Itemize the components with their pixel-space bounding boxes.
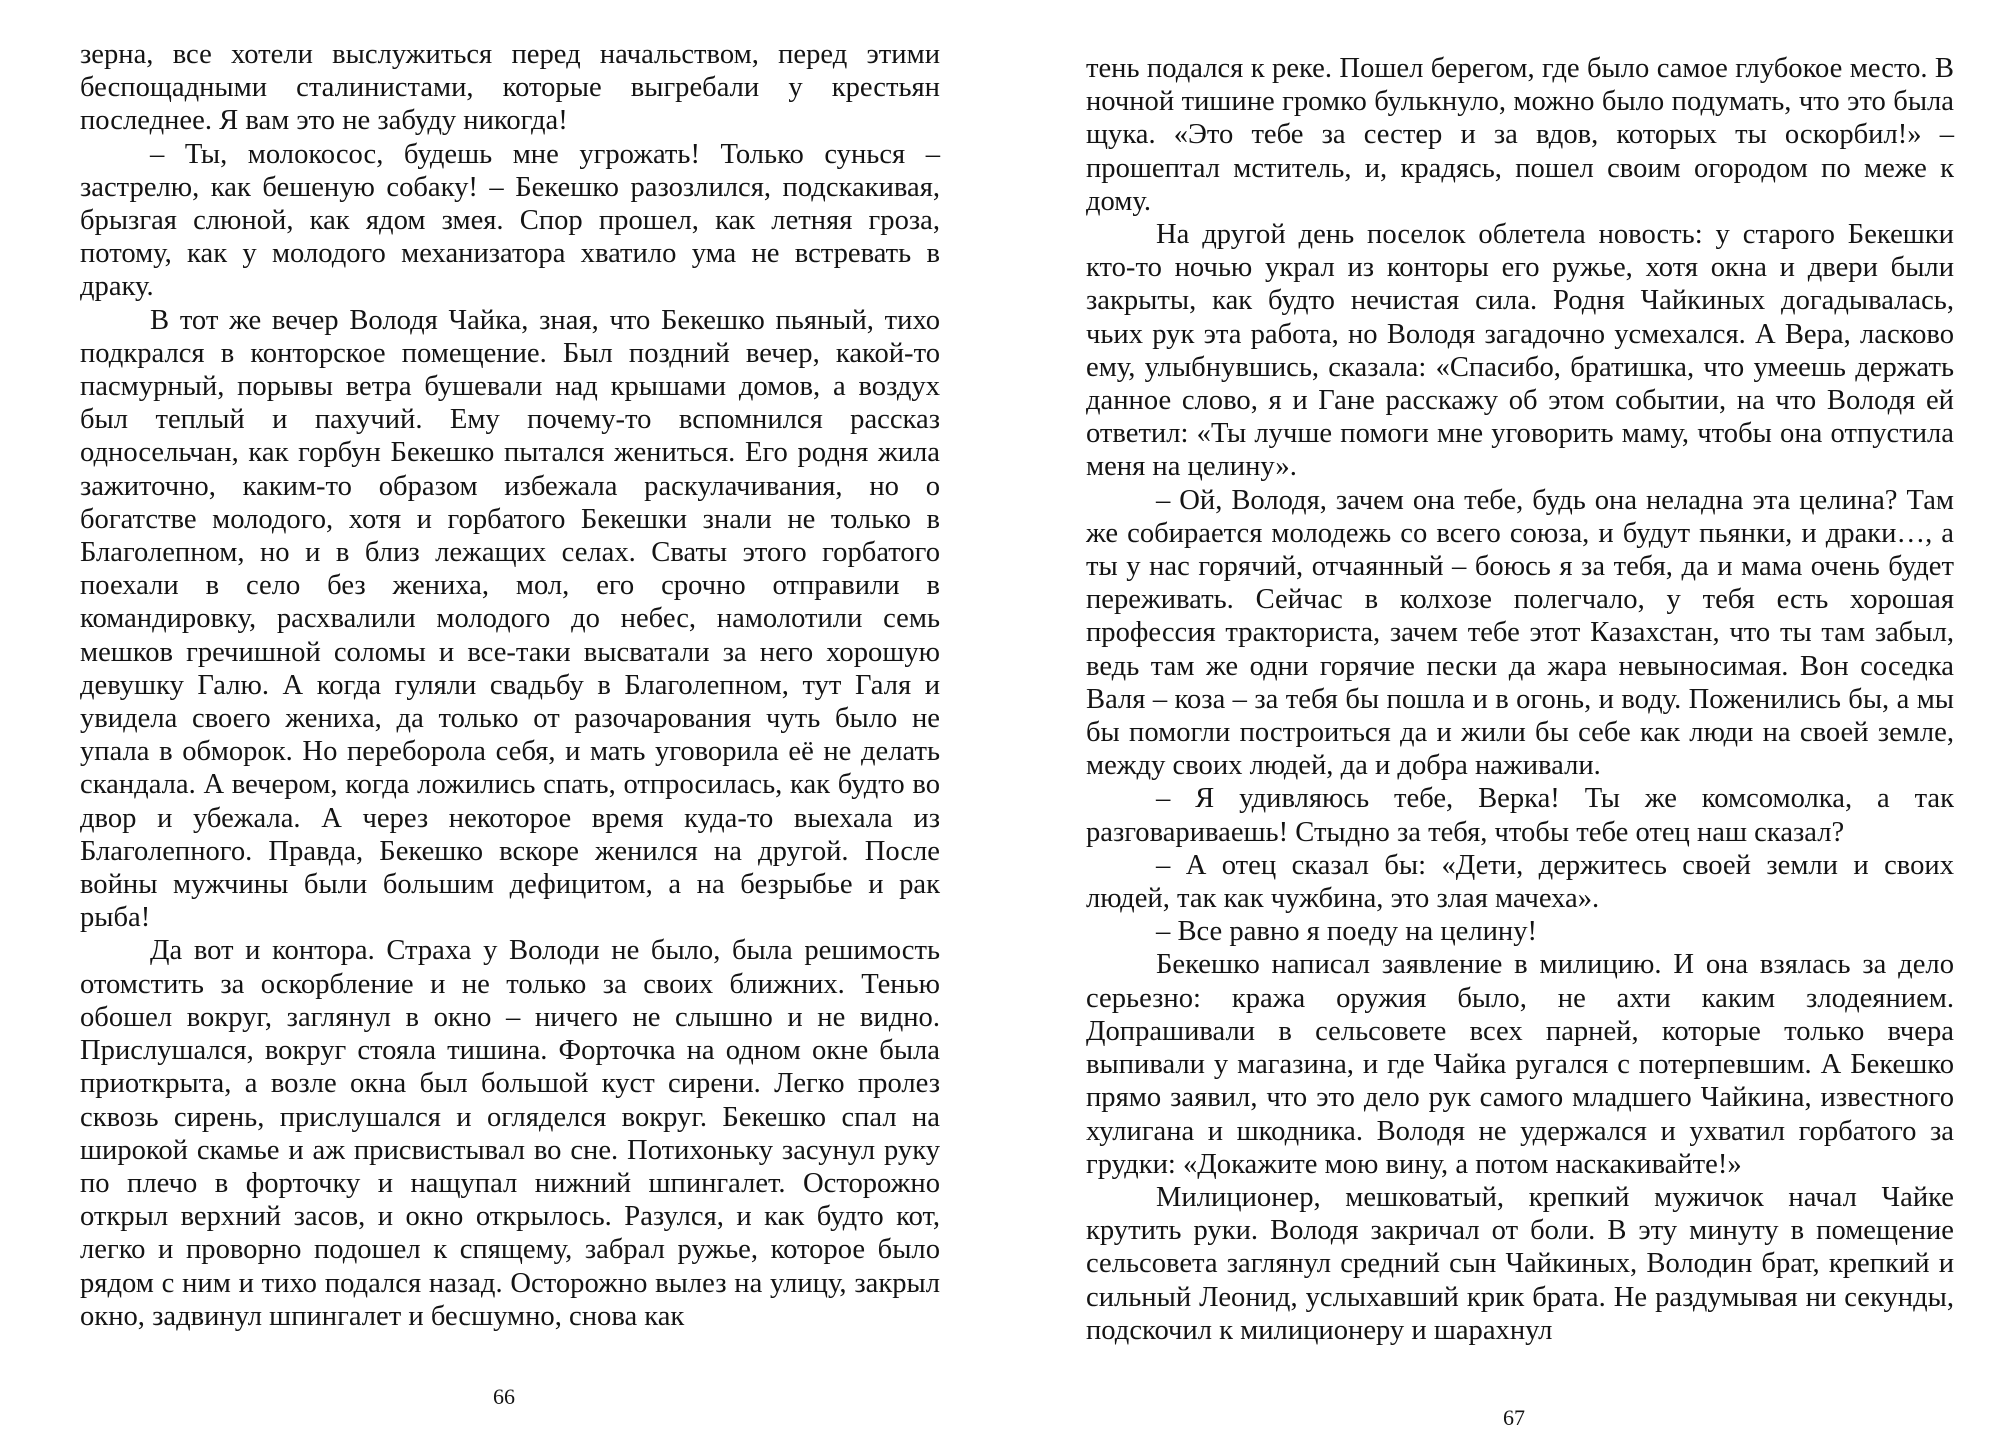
paragraph: Милиционер, мешковатый, крепкий мужичок начал Чайке крутить руки. Володя закричал от боли. В эту минуту в помещение сельсовета заглянул средний сын Чайкиных, Володин брат, крепкий и сильный Леонид, услыхавший крик брата. Не раздумывая ни секунды, подскочил к милиционеру и шарахнул (1086, 1181, 1954, 1346)
page-number: 67 (1503, 1405, 1525, 1430)
paragraph: – Все равно я поеду на целину! (1156, 916, 1538, 948)
paragraph: зерна, все хотели выслужиться перед начальством, перед этими беспощадными сталинистами, которые выгребали у крестьян последнее. Я вам это не забуду никогда! (80, 39, 940, 137)
paragraph: На другой день поселок облетела новость: у старого Бекешки кто-то ночью украл из конторы его ружье, хотя окна и двери были закрыты, как будто нечистая сила. Родня Чайкиных догадывалась, чьих рук эта работа, но Володя загадочно усмехался. А Вера, ласково ему, улыбнувшись, сказала: «Спасибо, братишка, что умеешь держать данное слово, я и Гане расскажу об этом событии, на что Володя ей ответил: «Ты лучше помоги мне уговорить маму, чтобы она отпустила меня на целину». (1086, 219, 1954, 483)
right-page (1000, 0, 2000, 1440)
paragraph: Да вот и контора. Страха у Володи не было, была решимость отомстить за оскорбление и не только за своих ближних. Тенью обошел вокруг, заглянул в окно – ничего не слышно и не видно. Прислушался, вокруг стояла тишина. Форточка на одном окне была приоткрыта, а возле окна был большой куст сирени. Легко пролез сквозь сирень, прислушался и огляделся вокруг. Бекешко спал на широкой скамье и аж присвистывал во сне. Потихоньку засунул руку по плечо в форточку и нащупал нижний шпингалет. Осторожно открыл верхний засов, и окно открылось. Разулся, и как будто кот, легко и проворно подошел к спящему, забрал ружье, которое было рядом с ним и тихо подался назад. Осторожно вылез на улицу, закрыл окно, задвинул шпингалет и бесшумно, снова как (80, 935, 940, 1332)
paragraph: Бекешко написал заявление в милицию. И она взялась за дело серьезно: кража оружия было, не ахти каким злодеянием. Допрашивали в сельсовете всех парней, которые только вчера выпивали у магазина, и где Чайка ругался с потерпевшим. А Бекешко прямо заявил, что это дело рук самого младшего Чайкина, известного хулигана и шкодника. Володя не удержался и ухватил горбатого за грудки: «Докажите мою вину, а потом наскакивайте!» (1086, 949, 1954, 1180)
paragraph: – А отец сказал бы: «Дети, держитесь своей земли и своих людей, так как чужбина, это злая мачеха». (1086, 849, 1954, 915)
paragraph: – Я удивляюсь тебе, Верка! Ты же комсомолка, а так разговариваешь! Стыдно за тебя, чтобы тебе отец наш сказал? (1086, 783, 1954, 848)
paragraph: В тот же вечер Володя Чайка, зная, что Бекешко пьяный, тихо подкрался в конторское помещение. Был поздний вечер, какой-то пасмурный, порывы ветра бушевали над крышами домов, а воздух был теплый и пахучий. Ему почему-то вспомнился рассказ односельчан, как горбун Бекешко пытался жениться. Его родня жила зажиточно, каким-то образом избежала раскулачивания, но о богатстве молодого, хотя и горбатого Бекешки знали не только в Благолепном, но и в близ лежащих селах. Сваты этого горбатого поехали в село без жениха, мол, его срочно отправили в командировку, расхвалили молодого до небес, намолотили семь мешков гречишной соломы и все-таки высватали за него хорошую девушку Галю. А когда гуляли свадьбу в Благолепном, тут Галя и увидела своего жениха, да только от разочарования чуть было не упала в обморок. Но переборола себя, и мать уговорила её не делать скандала. А вечером, когда ложились спать, отпросилась, как будто во двор и убежала. А через некоторое время куда-то выехала из Благолепного. Правда, Бекешко вскоре женился на другой. После войны мужчины были большим дефицитом, а на безрыбье и рак рыба! (80, 304, 940, 934)
right-page-text (1086, 52, 1954, 1347)
paragraph: тень подался к реке. Пошел берегом, где было самое глубокое место. В ночной тишине громко булькнуло, можно было подумать, что это была щука. «Это тебе за сестер и за вдов, которых ты оскорбил!» – прошептал мститель, и, крадясь, пошел своим огородом по меже к дому. (1086, 53, 1954, 217)
page-number: 66 (493, 1384, 515, 1409)
paragraph: – Ой, Володя, зачем она тебе, будь она неладна эта целина? Там же собирается молодежь со всего союза, и будут пьянки, и драки…, а ты у нас горячий, отчаянный – боюсь я за тебя, да и мама очень будет переживать. Сейчас в колхозе полегчало, у тебя есть хорошая профессия тракториста, зачем тебе этот Казахстан, что ты там забыл, ведь там же одни горячие пески да жара невыносимая. Вон соседка Валя – коза – за тебя бы пошла и в огонь, и воду. Поженились бы, а мы бы помогли построиться да и жили бы себе как люди на своей земле, между своих людей, да и добра наживали. (1086, 484, 1954, 782)
left-page-text (80, 38, 940, 1333)
paragraph: – Ты, молокосос, будешь мне угрожать! Только сунься – застрелю, как бешеную собаку! – Бекешко разозлился, подскакивая, брызгая слюной, как ядом змея. Спор прошел, как летняя гроза, потому, как у молодого механизатора хватило ума не встревать в драку. (80, 138, 940, 303)
